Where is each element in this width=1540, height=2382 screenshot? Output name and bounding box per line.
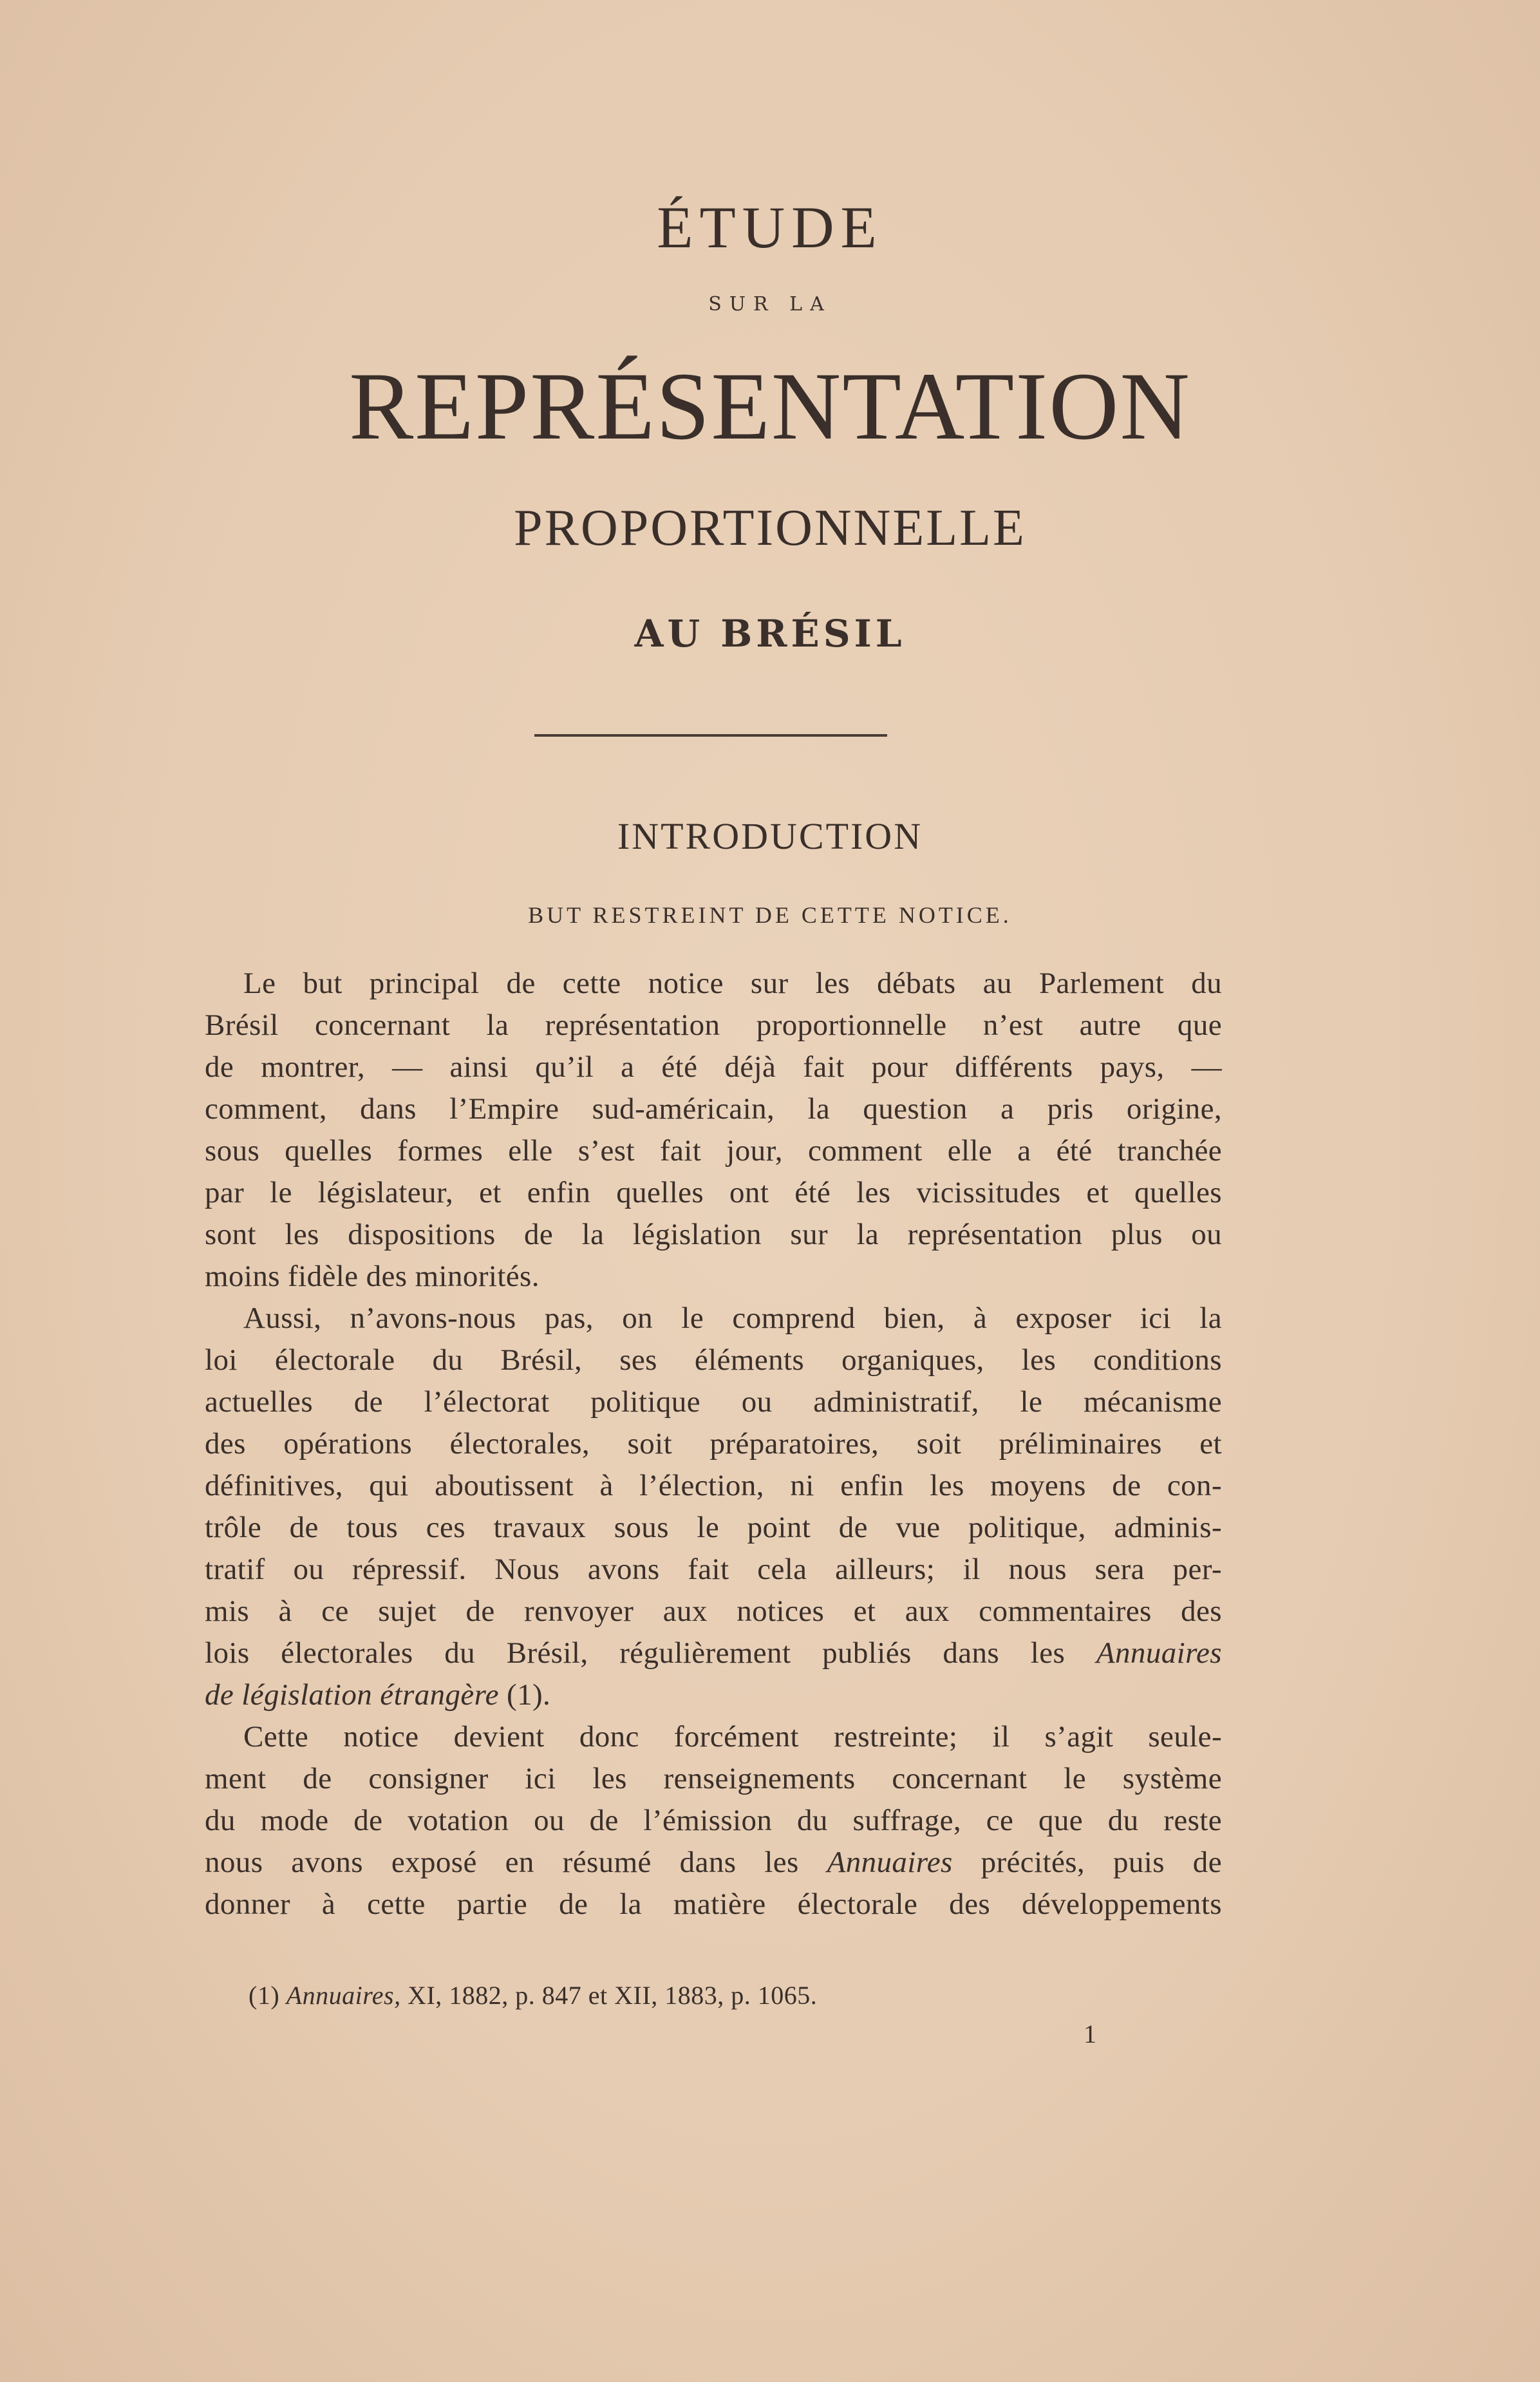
footnote-ref: (1).: [507, 1678, 551, 1712]
italic-annuaires: Annuaires: [1096, 1636, 1222, 1670]
text-line: donner à cette partie de la matière électorale des développements: [205, 1887, 1222, 1921]
text-line: sont les dispositions de la législation sur la représentation plus ou: [205, 1218, 1222, 1251]
text-segment: nous avons exposé en résumé dans les: [205, 1846, 799, 1879]
text-line: [205, 1842, 1222, 1884]
text-line: tratif ou répressif. Nous avons fait cela ailleurs; il nous sera per-: [205, 1553, 1222, 1586]
text-line: [205, 1674, 1222, 1716]
text-line: comment, dans l’Empire sud-américain, la question a pris origine,: [205, 1092, 1222, 1126]
text-line: ment de consigner ici les renseignements concernant le système: [205, 1762, 1222, 1795]
text-line: Le but principal de cette notice sur les débats au Parlement du: [243, 967, 1222, 1000]
italic-legislation: de législation étrangère: [205, 1678, 499, 1712]
text-line: sous quelles formes elle s’est fait jour, comment elle a été tranchée: [205, 1134, 1222, 1167]
text-line: Cette notice devient donc forcément restreinte; il s’agit seule-: [243, 1720, 1222, 1753]
paragraph-2: [205, 1298, 1222, 1716]
text-line: par le législateur, et enfin quelles ont été les vicissitudes et quelles: [205, 1176, 1222, 1209]
text-line: définitives, qui aboutissent à l’élection, ni enfin les moyens de con-: [205, 1469, 1222, 1502]
text-segment: lois électorales du Brésil, régulièrement publiés dans les: [205, 1636, 1066, 1670]
paragraph-3: [205, 1716, 1222, 1925]
text-line: moins fidèle des minorités.: [205, 1260, 540, 1293]
divider-rule: [534, 734, 887, 737]
footnote-text: XI, 1882, p. 847 et XII, 1883, p. 1065.: [408, 1981, 818, 2010]
title-proportionnelle: PROPORTIONNELLE: [514, 500, 1026, 556]
title-representation: REPRÉSENTATION: [349, 353, 1191, 460]
footnote-marker: (1): [249, 1981, 280, 2010]
text-segment: précités, puis de: [981, 1846, 1222, 1879]
text-line: Aussi, n’avons-nous pas, on le comprend bien, à exposer ici la: [243, 1301, 1222, 1335]
text-line: du mode de votation ou de l’émission du suffrage, ce que du reste: [205, 1804, 1222, 1837]
section-title: INTRODUCTION: [617, 815, 923, 857]
title-etude: ÉTUDE: [657, 194, 883, 260]
footnote: [249, 1980, 817, 2010]
title-sur-la: SUR LA: [708, 293, 832, 316]
text-line: actuelles de l’électorat politique ou administratif, le mécanisme: [205, 1385, 1222, 1419]
paragraph-1: [205, 963, 1222, 1298]
page-number: 1: [1084, 2019, 1096, 2048]
text-line: de montrer, — ainsi qu’il a été déjà fait pour différents pays, —: [205, 1050, 1222, 1084]
text-line: trôle de tous ces travaux sous le point de vue politique, adminis-: [205, 1511, 1222, 1544]
footnote-italic: Annuaires,: [286, 1981, 401, 2010]
text-line: mis à ce sujet de renvoyer aux notices et aux commentaires des: [205, 1594, 1222, 1628]
text-line: des opérations électorales, soit préparatoires, soit préliminaires et: [205, 1427, 1222, 1460]
text-line: Brésil concernant la représentation proportionnelle n’est autre que: [205, 1008, 1222, 1042]
text-line: loi électorale du Brésil, ses éléments organiques, les conditions: [205, 1343, 1222, 1377]
italic-annuaires: Annuaires: [827, 1846, 953, 1879]
body-text: [205, 963, 1222, 1925]
text-line: [205, 1632, 1222, 1674]
section-subtitle: BUT RESTREINT DE CETTE NOTICE.: [528, 902, 1012, 928]
title-au-bresil: AU BRÉSIL: [634, 612, 906, 656]
